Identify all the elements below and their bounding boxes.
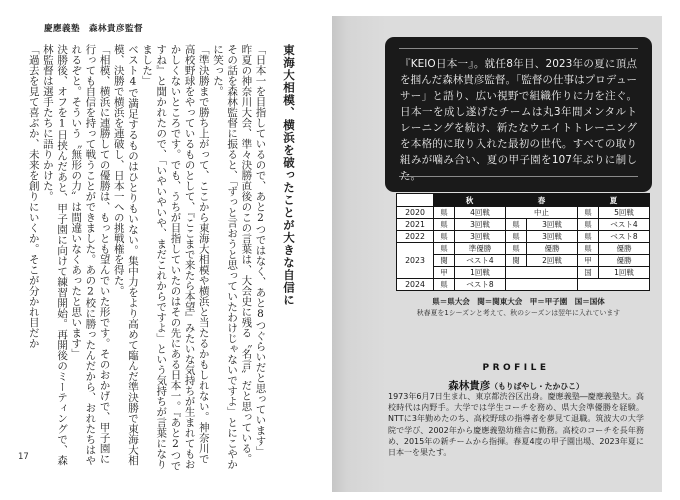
table-row [397,231,650,243]
profile-name-reading: （もりばやし・たかひこ） [490,382,584,391]
table-cell-venue: 県 [506,219,527,231]
table-cell-result: 3回戦 [455,219,506,231]
table-cell-venue: 国 [578,267,599,279]
season-header: 秋 [434,194,506,207]
table-row [397,243,650,255]
table-cell-result [578,279,650,291]
table-cell-venue: 関 [434,255,455,267]
table-cell-venue: 甲 [578,255,599,267]
table-cell-result: ベスト8 [455,279,506,291]
table-cell-venue: 関 [506,255,527,267]
table-cell-year: 2022 [397,231,434,243]
table-cell-venue: 県 [434,207,455,219]
body-paragraph: 決勝後、オフを1日挟んだあと、甲子園に向けて練習開始。再開後のミーティングで、森林監督は選手たちに語りかけた。 [41,44,69,466]
table-cell-venue: 県 [578,231,599,243]
table-cell-venue: 県 [434,243,455,255]
right-page [332,16,662,492]
table-row [397,279,650,291]
running-head: 慶應義塾 森林貴彦監督 [44,24,144,34]
season-header: 春 [506,194,578,207]
profile-label: PROFILE [482,363,550,373]
table-cell-year: 2023 [397,243,434,279]
table-cell-result: 4回戦 [455,207,506,219]
lead-box [385,37,652,192]
table-cell-result: 優勝 [599,255,650,267]
table-cell-result [506,267,578,279]
table-cell-result: 3回戦 [527,219,578,231]
table-cell-venue: 県 [506,231,527,243]
results-table [396,193,650,291]
table-cell-year: 2021 [397,219,434,231]
table-cell-result [506,279,578,291]
table-cell-result: 準優勝 [455,243,506,255]
body-paragraph: 「準決勝まで勝ち上がって、ここから東海大相模や横浜と当たるかもしれない。神奈川で高校野球をやっているものとして、『ここまで来たら本望』みたいな気持ちが生まれてもおかしくないところです。でも、うちが目指していたのはその先にある日本一。『あと2つですね』と聞かれたので、「いやいやいや、まだこれからですよ」という気持ちが言葉になりました」 [141,44,210,471]
table-cell-result: 2回戦 [527,255,578,267]
table-note: 秋春夏を1シーズンと考えて、秋のシーズンは翌年に入れています [416,309,621,317]
table-legend: 県＝県大会 関＝関東大会 甲＝甲子園 国＝国体 [432,297,605,306]
table-cell-result: ベスト8 [599,231,650,243]
table-cell-result: 1回戦 [455,267,506,279]
table-cell-result: 3回戦 [455,231,506,243]
body-paragraph: 「過去を見て喜ぶか、未来を創りにいくか。そこが分かれ目だか [27,44,40,349]
table-cell-venue: 県 [434,231,455,243]
table-row [397,267,650,279]
table-cell-venue: 甲 [434,267,455,279]
table-cell-venue: 県 [434,219,455,231]
table-cell-result: 3回戦 [527,231,578,243]
body-paragraph: 「日本一を目指しているので、あと2つではなく、あと8つぐらいだと思っています」 [254,44,267,457]
lead-box-inner [399,48,638,182]
left-page [0,0,332,500]
table-cell-result: 優勝 [599,243,650,255]
table-row [397,207,650,219]
table-cell-venue: 県 [434,279,455,291]
table-cell-venue: 県 [578,219,599,231]
table-cell-year: 2024 [397,279,434,291]
season-header: 夏 [578,194,650,207]
table-corner-cell [397,194,434,207]
table-cell-venue: 県 [506,243,527,255]
table-row [397,255,650,267]
table-cell-result: 1回戦 [599,267,650,279]
body-paragraph: ベスト4で満足するものはひとりもいない。集中力をより高めて臨んだ準決勝で東海大相模、決勝で横浜を連破し、日本一への挑戦権を得た。 [112,44,139,466]
profile-bio: 1973年6月7日生まれ、東京都渋谷区出身。慶應義塾―慶應義塾大。高校時代は内野手。大学では学生コーチを務め、県大会準優勝を経験。NTTに3年勤めたのち、高校野球の指導者を夢見て退職。筑波大の大学院で学び、2002年から慶應義塾幼稚舎に勤務。高校のコーチを長年務め、2015年の新チームから指揮。春夏4度の甲子園出場、2023年夏に日本一を果たす。 [388,392,644,457]
body-paragraphs [27,44,268,472]
table-cell-result: 5回戦 [599,207,650,219]
table-cell-venue: 県 [578,243,599,255]
vertical-text-body [20,44,296,472]
table-cell-result: 中止 [506,207,578,219]
table-cell-venue: 県 [578,207,599,219]
page-number: 17 [18,452,29,462]
lead-text: 『KEIO日本一』。就任8年目、2023年の夏に頂点を掴んだ森林貴彦監督。「監督の仕事はプロデューサー」と語り、広い視野で組織作りに力を注ぐ。日本一を成し遂げたチームは丸3年間メンタルトレーニングを続け、新たなウエイトトレーニングを本格的に取り入れた最初の世代。すべての取り組みが噛み合い、夏の甲子園を107年ぶりに制した。 [400,58,637,182]
profile-name: 森林貴彦 [448,380,491,392]
table-cell-result: ベスト4 [599,219,650,231]
table-cell-result: ベスト4 [455,255,506,267]
body-paragraph: 「相模、横浜に連勝しての優勝は、もっとも望んでいた形です。そのおかげで、甲子園に行っても自信を持って戦うことができました。あの2校に勝ったんだから、おれたちはやれるぞと。そういう〝無形の力〟は間違いなくあったと思います」 [70,44,111,466]
table-cell-year: 2020 [397,207,434,219]
section-headline: 東海大相模、横浜を破ったことが大きな自信に [282,44,296,307]
table-row [397,219,650,231]
body-paragraph: 昨夏の神奈川大会、準々決勝直後のこの言葉は、大会史に残る〝名言〟だと思っている。その話を森林監督に振ると、「ずっと言おうと思っていたわけじゃないですよ」とにこやかに笑った。 [211,44,253,470]
table-cell-result: 優勝 [527,243,578,255]
